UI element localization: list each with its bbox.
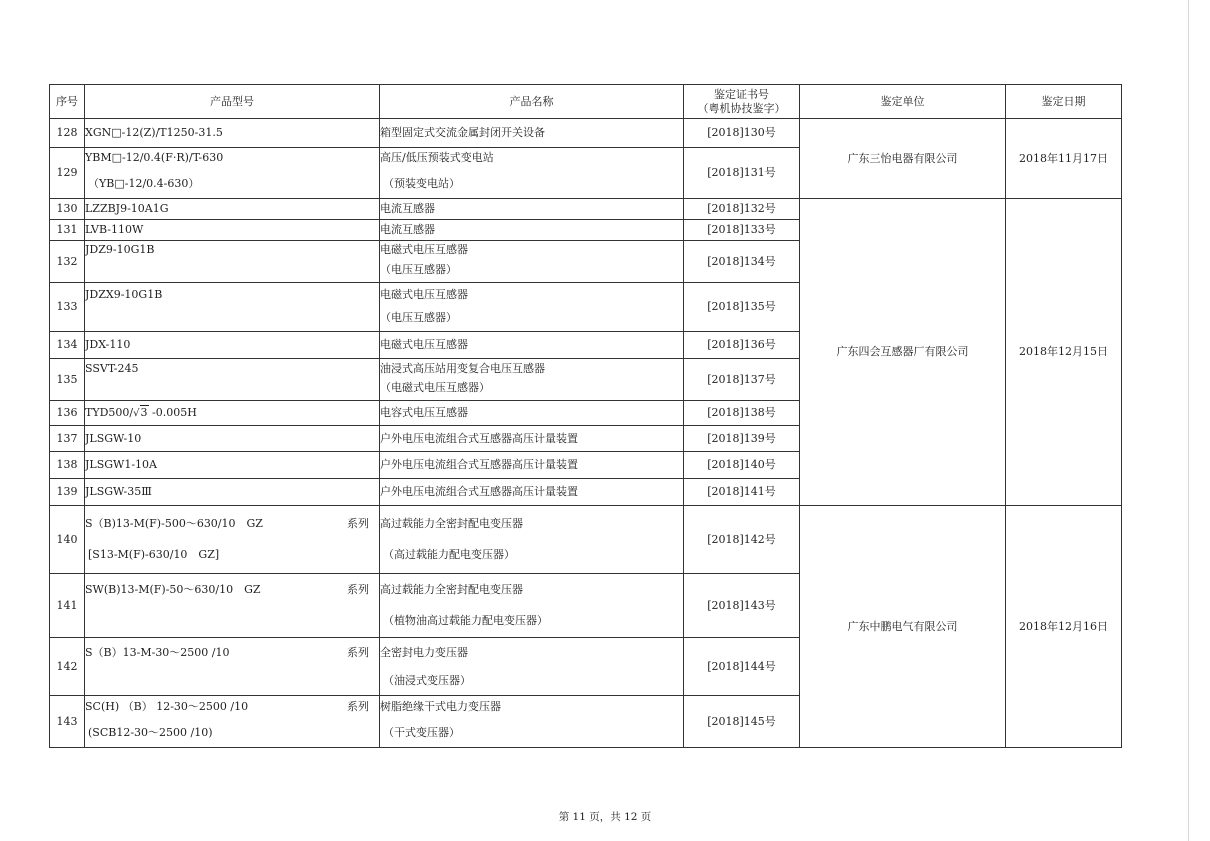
row-no: 132	[50, 241, 85, 283]
row-model	[85, 506, 380, 574]
row-cert: [2018]140号	[684, 452, 800, 479]
header-cert-line1: 鉴定证书号	[714, 87, 769, 101]
group-unit: 广东三怡电器有限公司	[800, 119, 1006, 199]
row-name	[380, 638, 684, 696]
row-model	[85, 283, 380, 332]
header-cert	[684, 85, 800, 119]
row-cert: [2018]139号	[684, 426, 800, 452]
row-name: 户外电压电流组合式互感器高压计量装置	[380, 426, 684, 452]
row-model	[85, 148, 380, 199]
row-name	[380, 574, 684, 638]
row-name-line1: 电磁式电压互感器	[380, 288, 468, 301]
row-model-series: 系列	[347, 517, 369, 530]
row-model: XGN□-12(Z)/T1250-31.5	[85, 119, 380, 148]
row-model-line2: （YB□-12/0.4-630）	[88, 177, 200, 190]
row-model-line1: YBM□-12/0.4(F·R)/T-630	[85, 151, 224, 164]
row-model: JLSGW1-10A	[85, 452, 380, 479]
row-model: JLSGW-35Ⅲ	[85, 479, 380, 506]
row-model-line2: (SCB12-30～2500 /10)	[88, 726, 213, 739]
header-date: 鉴定日期	[1006, 85, 1122, 119]
row-cert: [2018]143号	[684, 574, 800, 638]
row-name: 电流互感器	[380, 199, 684, 220]
row-model-prefix: TYD500/	[85, 405, 134, 419]
row-cert: [2018]135号	[684, 283, 800, 332]
row-name-line1: 油浸式高压站用变复合电压互感器	[380, 362, 545, 375]
row-name-line2: （高过载能力配电变压器）	[383, 548, 515, 561]
row-model-suffix: -0.005H	[148, 405, 197, 419]
row-model	[85, 401, 380, 426]
row-model	[85, 574, 380, 638]
row-name	[380, 283, 684, 332]
row-model-text: SC(H) （B） 12-30～2500 /10	[85, 700, 249, 713]
row-name	[380, 359, 684, 401]
row-model-line1: SSVT-245	[85, 362, 139, 375]
row-model: JDX-110	[85, 332, 380, 359]
row-no: 143	[50, 696, 85, 748]
row-name-line1: 电磁式电压互感器	[380, 243, 468, 256]
row-model-line1: JDZ9-10G1B	[85, 243, 155, 256]
row-no: 129	[50, 148, 85, 199]
page-footer: 第 11 页，共 12 页	[558, 811, 652, 823]
row-cert: [2018]131号	[684, 148, 800, 199]
row-model-text: SW(B)13-M(F)-50～630/10 GZ	[85, 583, 261, 596]
row-no: 128	[50, 119, 85, 148]
certification-table	[49, 84, 1122, 748]
group-unit: 广东中鹏电气有限公司	[800, 506, 1006, 748]
row-name	[380, 696, 684, 748]
row-no: 136	[50, 401, 85, 426]
row-model-text: S（B)13-M(F)-500～630/10 GZ	[85, 517, 263, 530]
header-model: 产品型号	[85, 85, 380, 119]
row-cert: [2018]141号	[684, 479, 800, 506]
row-no: 142	[50, 638, 85, 696]
table-row	[50, 506, 1122, 574]
header-no: 序号	[50, 85, 85, 119]
row-name-line2: （电磁式电压互感器）	[380, 381, 490, 394]
row-name-line2: （电压互感器）	[380, 263, 457, 276]
row-no: 140	[50, 506, 85, 574]
row-cert: [2018]137号	[684, 359, 800, 401]
header-unit: 鉴定单位	[800, 85, 1006, 119]
row-name-line2: （电压互感器）	[380, 311, 457, 324]
row-cert: [2018]138号	[684, 401, 800, 426]
row-name-line1: 全密封电力变压器	[380, 646, 468, 659]
row-model: LVB-110W	[85, 220, 380, 241]
row-model: JLSGW-10	[85, 426, 380, 452]
row-name-line2: （油浸式变压器）	[383, 674, 471, 687]
header-cert-line2: （粤机协技鉴字）	[697, 101, 786, 115]
row-name: 户外电压电流组合式互感器高压计量装置	[380, 452, 684, 479]
row-no: 131	[50, 220, 85, 241]
row-cert: [2018]136号	[684, 332, 800, 359]
row-cert: [2018]134号	[684, 241, 800, 283]
row-cert: [2018]130号	[684, 119, 800, 148]
row-model	[85, 241, 380, 283]
sqrt-icon: √	[133, 407, 140, 419]
row-model-series: 系列	[347, 583, 369, 596]
row-name-line2: （预装变电站）	[383, 177, 460, 190]
row-name	[380, 148, 684, 199]
header-name: 产品名称	[380, 85, 684, 119]
group-date: 2018年12月15日	[1006, 199, 1122, 506]
row-cert: [2018]132号	[684, 199, 800, 220]
row-model	[85, 359, 380, 401]
row-model-line1	[85, 646, 379, 660]
row-model-series: 系列	[347, 700, 369, 713]
row-name-line2: （植物油高过载能力配电变压器）	[383, 614, 548, 627]
row-no: 133	[50, 283, 85, 332]
row-model-line1	[85, 517, 379, 531]
row-no: 137	[50, 426, 85, 452]
row-model-line1	[85, 700, 379, 714]
row-model-line1	[85, 583, 379, 597]
row-name-line1: 树脂绝缘干式电力变压器	[380, 700, 501, 713]
row-name: 电磁式电压互感器	[380, 332, 684, 359]
row-name: 电流互感器	[380, 220, 684, 241]
row-model-line2: [S13-M(F)-630/10 GZ]	[88, 548, 220, 561]
row-no: 141	[50, 574, 85, 638]
group-unit: 广东四会互感器厂有限公司	[800, 199, 1006, 506]
row-name-line1: 高过载能力全密封配电变压器	[380, 517, 523, 530]
row-name: 箱型固定式交流金属封闭开关设备	[380, 119, 684, 148]
row-name: 户外电压电流组合式互感器高压计量装置	[380, 479, 684, 506]
row-no: 130	[50, 199, 85, 220]
row-no: 135	[50, 359, 85, 401]
table-header-row	[50, 85, 1122, 119]
table-row	[50, 199, 1122, 220]
row-name-line2: （干式变压器）	[383, 726, 460, 739]
row-name	[380, 506, 684, 574]
row-model: LZZBJ9-10A1G	[85, 199, 380, 220]
row-model-line1: JDZX9-10G1B	[85, 288, 163, 301]
row-name-line1: 高压/低压预装式变电站	[380, 151, 494, 164]
group-date: 2018年11月17日	[1006, 119, 1122, 199]
row-no: 138	[50, 452, 85, 479]
row-cert: [2018]142号	[684, 506, 800, 574]
row-cert: [2018]144号	[684, 638, 800, 696]
row-name	[380, 241, 684, 283]
row-no: 139	[50, 479, 85, 506]
row-model-sqrt: 3	[140, 405, 148, 419]
row-name: 电容式电压互感器	[380, 401, 684, 426]
row-no: 134	[50, 332, 85, 359]
group-date: 2018年12月16日	[1006, 506, 1122, 748]
row-model-text: S（B）13-M-30～2500 /10	[85, 646, 230, 659]
page-edge-line	[1188, 0, 1189, 841]
table-row	[50, 119, 1122, 148]
row-cert: [2018]133号	[684, 220, 800, 241]
row-model	[85, 638, 380, 696]
row-name-line1: 高过载能力全密封配电变压器	[380, 583, 523, 596]
row-model	[85, 696, 380, 748]
row-cert: [2018]145号	[684, 696, 800, 748]
row-model-series: 系列	[347, 646, 369, 659]
